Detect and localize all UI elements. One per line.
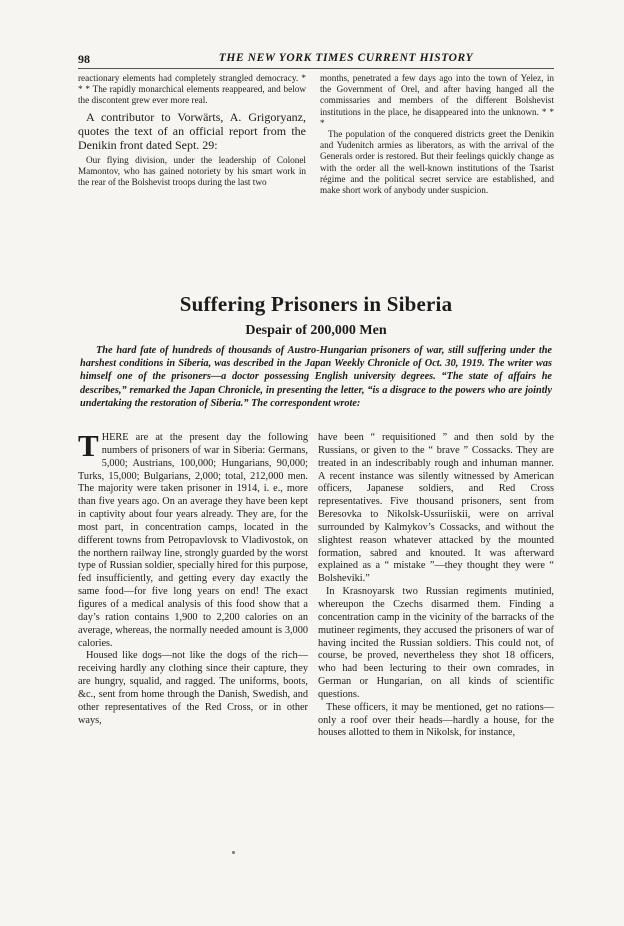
article-title: Suffering Prisoners in Siberia [179,292,453,316]
article-column-right [318,432,554,740]
drop-cap: T [78,428,99,463]
article-column-left [78,428,308,727]
article-paragraph-2: Housed like dogs—not like the dogs of the rich—receiving hardly any clothing since their capture, they are hungry, squalid, and ragged. The uniforms, boots, &c., sent from home through the Danish, Swedish, and other representatives of the Red Cross, or in other ways, [78,650,308,726]
running-title: THE NEW YORK TIMES CURRENT HISTORY [218,52,474,64]
top-right-column [320,73,554,196]
article-paragraph-4: In Krasnoyarsk two Russian regiments mutinied, whereupon the Czechs disarmed them. Finding a concentration camp in the vicinity of the barracks of the mutineer regiments, they accused the prisoners of war of having incited the Russian soldiers. This could not, of course, be proved, nevertheless they shot 18 officers, who had been lecturing to their own comrades, in German or Hungarian, on all kinds of scientific questions. [318,586,554,700]
top-left-lead-paragraph: A contributor to Vorwärts, A. Grigoryanz, quotes the text of an official report from the Denikin front dated Sept. 29: [78,109,306,153]
page-header [78,52,554,68]
article-intro: The hard fate of hundreds of thousands of Austro-Hungarian prisoners of war, still suffering under the harshest conditions in Siberia, was described in the Japan Weekly Chronicle of Oct. 30, 1919. The writer was himself one of the prisoners—a doctor possessing English university degrees. “The state of affairs he describes,” remarked the Japan Chronicle, in presenting the letter, “is a disgrace to the powers who are jointly undertaking the restoration of Siberia.” The correspondent wrote: [80,345,552,409]
article-paragraph-1 [78,428,308,650]
article-paragraph-3: have been “ requisitioned ” and then sold by the Russians, or given to the “ brave ” Cossacks. They are treated in an indescribably rough and inhuman manner. A recent instance was silently witnessed by American officers, Japanese soldiers, and Red Cross representatives. Five thousand prisoners, sent from Beresovka to Nikolsk-Ussuriiskii, were on arrival surrounded by Kalmykov’s Cossacks, and without the slightest reason whatever attacked by the mounted formation, sabred and knouted. It was afterward explained as a “ mistake ”—they thought they were “ Bolsheviki.” [318,432,554,585]
page-number: 98 [78,52,90,66]
print-speck [232,851,235,854]
article-paragraph-5: These officers, it may be mentioned, get no rations—only a roof over their heads—hardly a house, for the houses allotted to them in Nikolsk, for instance, [318,701,554,739]
header-rule [78,68,554,69]
top-left-column [78,73,306,188]
top-left-paragraph: reactionary elements had completely strangled democracy. * * * The rapidly monarchical elements reappeared, and below the discontent grew ever more real. [78,73,306,106]
top-left-quote-paragraph: Our flying division, under the leadership of Colonel Mamontov, who has gained notoriety by his smart work in the rear of the Bolshevist troops during the last two [78,154,306,188]
top-right-paragraph-2: The population of the conquered districts greet the Denikin and Yudenitch armies as liberators, as with the arrival of the Generals order is restored. But their feelings quickly change as with the order all the well-known institutions of the Tsarist régime and the political secret service are established, and make short work of anybody under suspicion. [320,129,554,196]
article-subtitle: Despair of 200,000 Men [245,323,387,338]
article-paragraph-1-text: HERE are at the present day the following numbers of prisoners of war in Siberia: Germans, 5,000; Austrians, 100,000; Hungarians, 90,000; Turks, 15,000; Bulgarians, 2,000; total, 212,000 men. The majority were taken prisoner in 1914, i. e., more than five years ago. On an average they have been kept in captivity about four years already. They are, for the most part, in concentration camps, located in the different towns from Petropavlovsk to Vladivostok, on the northern railway line, strongly guarded by the worst type of Russian soldier, specially hired for this purpose, fed insufficiently, and getting every day exactly the same food—for five long years on end! The exact figures of a medical analysis of this food show that a day’s ration contains 1,900 to 2,200 calories on an average, whereas, the normally needed amount is 3,000 calories. [78,432,308,649]
top-right-paragraph: months, penetrated a few days ago into the town of Yelez, in the Government of Orel, and after having hanged all the commissaries and members of the different Bolshevist institutions in the place, he disappeared into the unknown. * * * [320,73,554,128]
